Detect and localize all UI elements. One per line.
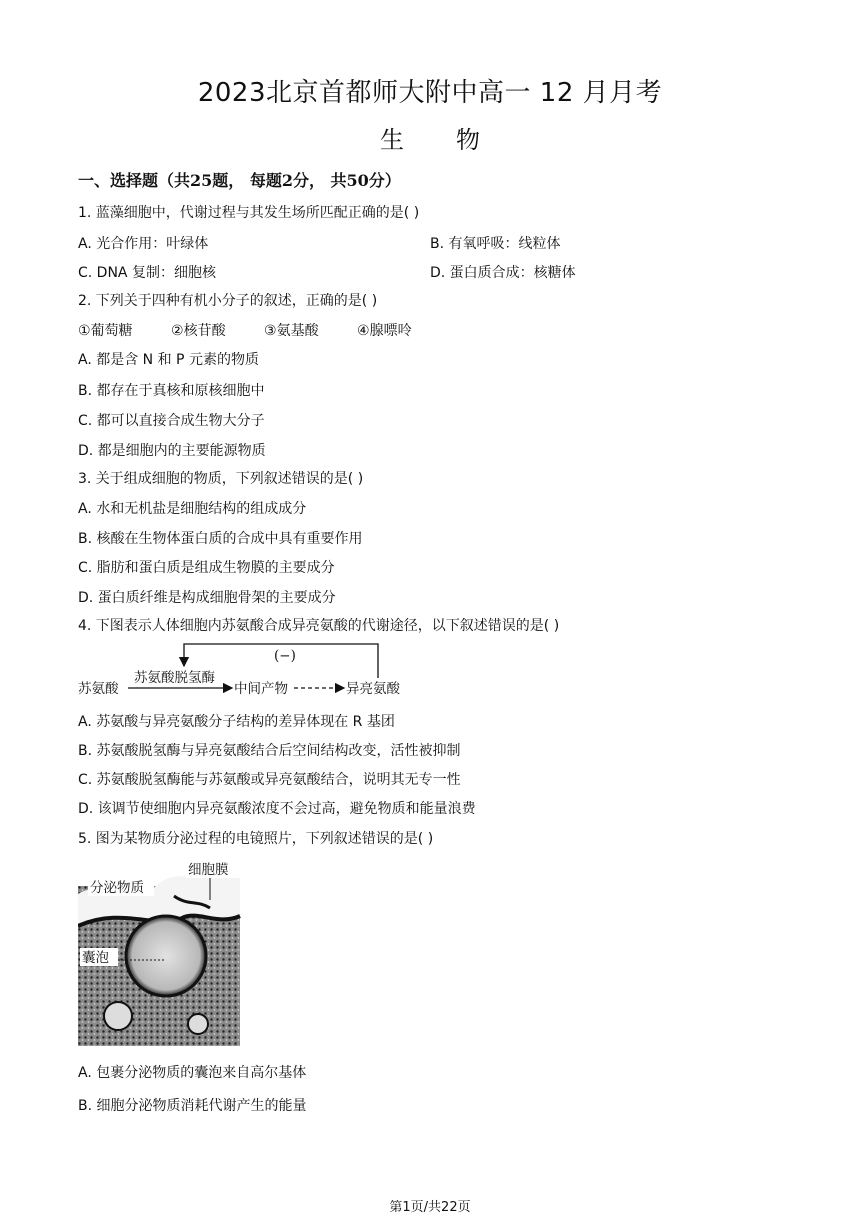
q4-option-c: C. 苏氨酸脱氢酶能与苏氨酸或异亮氨酸结合，说明其无专一性 xyxy=(78,772,461,788)
q3-option-d: D. 蛋白质纤维是构成细胞骨架的主要成分 xyxy=(78,590,336,606)
pathway-middle-label: 中间产物 xyxy=(234,681,288,697)
section-heading: 一、选择题（共25题， 每题2分， 共50分） xyxy=(78,171,401,190)
q5-option-b: B. 细胞分泌物质消耗代谢产生的能量 xyxy=(78,1098,307,1114)
granule-shape xyxy=(188,1014,208,1034)
q4-option-b: B. 苏氨酸脱氢酶与异亮氨酸结合后空间结构改变，活性被抑制 xyxy=(78,743,461,759)
label-secretion: 分泌物质 xyxy=(90,880,144,896)
q3-stem: 3. 关于组成细胞的物质，下列叙述错误的是( ) xyxy=(78,471,364,487)
q3-option-b: B. 核酸在生物体蛋白质的合成中具有重要作用 xyxy=(78,531,363,547)
q2-item: ②核苷酸 xyxy=(171,323,226,339)
exam-subject: 生物 xyxy=(380,126,532,154)
q3-option-a: A. 水和无机盐是细胞结构的组成成分 xyxy=(78,501,307,517)
exam-title: 2023北京首都师大附中高一 12 月月考 xyxy=(197,78,663,108)
q2-item: ③氨基酸 xyxy=(264,323,319,339)
label-cell-membrane: 细胞膜 xyxy=(188,862,229,878)
q1-stem: 1. 蓝藻细胞中，代谢过程与其发生场所匹配正确的是( ) xyxy=(78,205,420,221)
pathway-end-label: 异亮氨酸 xyxy=(346,681,400,697)
vesicle-shape xyxy=(126,916,206,996)
q2-stem: 2. 下列关于四种有机小分子的叙述，正确的是( ) xyxy=(78,293,378,309)
q4-option-a: A. 苏氨酸与异亮氨酸分子结构的差异体现在 R 基团 xyxy=(78,714,395,730)
q2-option-c: C. 都可以直接合成生物大分子 xyxy=(78,413,265,429)
q1-option-b: B. 有氧呼吸：线粒体 xyxy=(430,236,561,252)
q4-option-d: D. 该调节使细胞内异亮氨酸浓度不会过高，避免物质和能量浪费 xyxy=(78,801,476,817)
page-number: 第1页/共22页 xyxy=(389,1200,471,1215)
q3-option-c: C. 脂肪和蛋白质是组成生物膜的主要成分 xyxy=(78,560,335,576)
q2-option-a: A. 都是含 N 和 P 元素的物质 xyxy=(78,352,259,368)
feedback-sign-label: (−) xyxy=(274,648,296,664)
q2-option-d: D. 都是细胞内的主要能源物质 xyxy=(78,443,266,459)
q4-stem: 4. 下图表示人体细胞内苏氨酸合成异亮氨酸的代谢途径，以下叙述错误的是( ) xyxy=(78,618,560,634)
q2-item-list xyxy=(78,320,446,340)
q2-item: ④腺嘌呤 xyxy=(357,323,412,339)
granule-shape xyxy=(104,1002,132,1030)
q1-option-a: A. 光合作用：叶绿体 xyxy=(78,236,209,252)
metabolic-pathway-diagram xyxy=(78,640,418,702)
pathway-enzyme-label: 苏氨酸脱氢酶 xyxy=(134,670,215,686)
q2-item: ①葡萄糖 xyxy=(78,323,133,339)
q1-option-c: C. DNA 复制：细胞核 xyxy=(78,265,216,281)
q5-option-a: A. 包裹分泌物质的囊泡来自高尔基体 xyxy=(78,1065,307,1081)
q1-option-d: D. 蛋白质合成：核糖体 xyxy=(430,265,576,281)
q5-stem: 5. 图为某物质分泌过程的电镜照片，下列叙述错误的是( ) xyxy=(78,831,434,847)
q2-option-b: B. 都存在于真核和原核细胞中 xyxy=(78,383,265,399)
electron-micrograph xyxy=(78,856,244,1048)
label-vesicle: 囊泡 xyxy=(82,950,109,966)
pathway-start-label: 苏氨酸 xyxy=(78,681,119,697)
